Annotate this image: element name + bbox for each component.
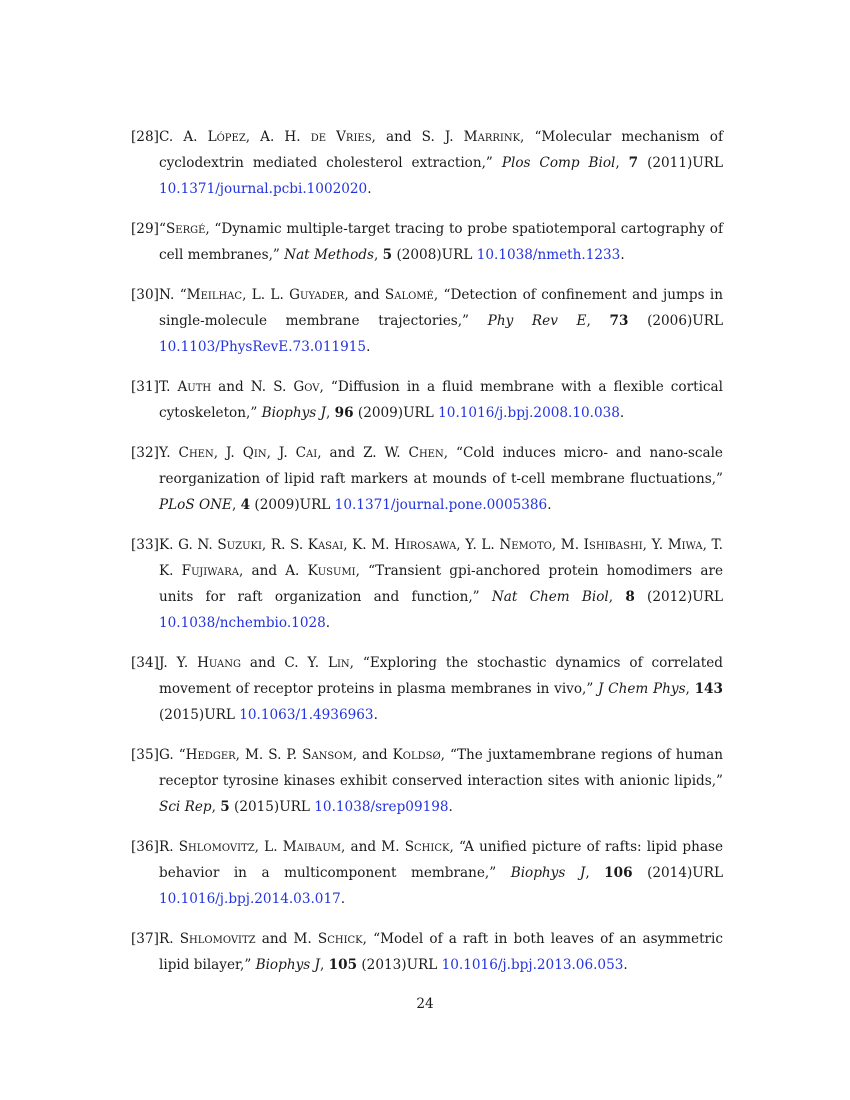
reference-text-run: , J. [213,445,243,461]
reference-text-run: . [366,339,371,355]
reference-text-run: , Y. L. [456,537,500,553]
reference-item [131,834,723,912]
reference-text [159,445,723,513]
reference-text-run: . [619,405,625,421]
author-surname: Sergé [165,221,206,237]
reference-text-run: R. [159,931,180,947]
page-number: 24 [416,996,434,1012]
reference-text-run: C. A. [159,129,208,145]
reference-text-run: , “Transient gpi-anchored protein homodimers are units for raft organization and function,” [159,563,723,605]
reference-number: [37] [131,931,159,947]
reference-text-run: , “Exploring the stochastic dynamics of correlated movement of receptor proteins in plasma membranes in vivo,” [159,655,723,697]
reference-number: [28] [131,129,159,145]
reference-text-run: “ [159,221,166,237]
reference-text-run: (2012)URL [634,589,723,605]
reference-number: [30] [131,287,159,303]
reference-text-run: G. “ [159,747,186,763]
reference-text-run: (2008)URL [392,247,477,263]
volume-number: 7 [628,155,639,171]
reference-number: [34] [131,655,159,671]
reference-text-run: , [585,865,605,881]
author-surname: Gov [293,379,320,395]
reference-text-run: , [320,957,329,973]
volume-number: 143 [694,681,723,697]
journal-name: Biophys J [510,865,586,881]
reference-text-run: . [448,799,453,815]
author-surname: Huang [197,655,241,671]
reference-text-run: , [685,681,695,697]
reference-text-run: K. G. N. [159,537,218,553]
reference-text-run: , and S. J. [371,129,464,145]
reference-text-run: , [615,155,629,171]
reference-text-run: , [326,405,335,421]
author-surname: Fujiwara [181,563,239,579]
reference-text-run: , L. [254,839,283,855]
author-surname: Marrink [463,129,521,145]
journal-name: Plos Comp Biol [501,155,616,171]
reference-text-run: , and [352,747,393,763]
reference-text-run: , and [344,287,385,303]
reference-item [131,926,723,978]
reference-text-run: (2015)URL [229,799,315,815]
reference-text-run: (2013)URL [357,957,442,973]
author-surname: Shlomovitz [178,839,255,855]
reference-text-run: , L. L. [242,287,290,303]
author-surname: Maibaum [282,839,342,855]
author-surname: Sansom [302,747,353,763]
reference-text-run: (2009)URL [250,497,335,513]
reference-text-run: J. Y. [159,655,198,671]
reference-text-run: and N. S. [211,379,294,395]
reference-list [131,124,723,992]
reference-text-run: , J. [266,445,296,461]
reference-text [159,839,723,907]
reference-text-run: . [373,707,378,723]
reference-text-run: , M. S. P. [235,747,303,763]
author-surname: Cai [295,445,318,461]
volume-number: 106 [604,865,633,881]
reference-text-run: (2006)URL [628,313,723,329]
reference-text-run: Y. [159,445,179,461]
reference-item [131,532,723,636]
reference-item [131,124,723,202]
reference-text-run: , [608,589,626,605]
reference-text-run: . [340,891,346,907]
author-surname: de Vries [310,129,372,145]
reference-text-run: . [547,497,552,513]
reference-text-run: (2014)URL [632,865,723,881]
reference-text-run: . [620,247,625,263]
reference-text-run: , T. K. [159,537,723,579]
journal-name: Nat Chem Biol [491,589,609,605]
reference-text [159,747,723,815]
doi-link[interactable]: 10.1371/journal.pcbi.1002020 [159,181,368,197]
author-surname: Chen [178,445,214,461]
reference-text-run: , Y. [642,537,668,553]
reference-item [131,650,723,728]
author-surname: Salomé [384,287,434,303]
reference-text-run: (2009)URL [353,405,439,421]
doi-link[interactable]: 10.1038/nchembio.1028 [159,615,326,631]
reference-number: [32] [131,445,159,461]
journal-name: Phy Rev E [487,313,587,329]
journal-name: PLoS ONE [159,497,232,513]
reference-number: [36] [131,839,159,855]
reference-text [159,537,723,631]
reference-text-run: , [231,497,241,513]
doi-link[interactable]: 10.1038/nmeth.1233 [476,247,621,263]
reference-text [159,655,723,723]
reference-text-run: , and M. [341,839,405,855]
volume-number: 5 [220,799,230,815]
author-surname: Kasai [307,537,344,553]
volume-number: 8 [625,589,635,605]
reference-text-run: , “Model of a raft in both leaves of an asymmetric lipid bilayer,” [159,931,723,973]
reference-text-run: N. “ [159,287,187,303]
reference-item [131,282,723,360]
reference-item [131,742,723,820]
reference-text-run: , “Detection of confinement and jumps in single-molecule membrane trajectories,” [159,287,724,329]
reference-text-run: , “The juxtamembrane regions of human receptor tyrosine kinases exhibit conserved interaction sites with anionic lipids,” [159,747,723,789]
volume-number: 5 [382,247,393,263]
reference-text-run: , “Diffusion in a fluid membrane with a flexible cortical cytoskeleton,” [159,379,723,421]
reference-item [131,440,723,518]
author-surname: López [207,129,246,145]
reference-text-run: , “A unified picture of rafts: lipid phase behavior in a multicomponent membrane,” [159,839,724,881]
author-surname: Auth [177,379,212,395]
reference-text-run: , M. [551,537,584,553]
reference-text [159,287,723,355]
doi-link[interactable]: 10.1016/j.bpj.2008.10.038 [438,405,620,421]
reference-text-run: , A. H. [245,129,311,145]
volume-number: 96 [334,405,354,421]
author-surname: Guyader [289,287,345,303]
author-surname: Meilhac [186,287,243,303]
author-surname: Hirosawa [394,537,457,553]
author-surname: Hedger [185,747,236,763]
reference-text-run: R. [159,839,179,855]
reference-item [131,374,723,426]
doi-link[interactable]: 10.1063/1.4936963 [239,707,374,723]
reference-text-run: , “Molecular mechanism of cyclodextrin mediated cholesterol extraction,” [159,129,723,171]
reference-text-run: (2015)URL [159,707,240,723]
doi-link[interactable]: 10.1016/j.bpj.2013.06.053 [441,957,624,973]
reference-text-run: (2011)URL [638,155,723,171]
volume-number: 73 [609,313,629,329]
reference-text [159,129,723,197]
doi-link[interactable]: 10.1038/srep09198 [314,799,449,815]
reference-item [131,216,723,268]
reference-number: [35] [131,747,159,763]
reference-text-run: , R. S. [261,537,308,553]
journal-name: Biophys J [261,405,326,421]
reference-text-run: , and A. [238,563,308,579]
author-surname: Nemoto [499,537,552,553]
author-surname: Chen [408,445,444,461]
volume-number: 4 [240,497,251,513]
author-surname: Qin [242,445,267,461]
author-surname: Shlomovitz [179,931,256,947]
doi-link[interactable]: 10.1371/journal.pone.0005386 [334,497,548,513]
journal-name: Nat Methods [284,247,374,263]
author-surname: Suzuki [217,537,262,553]
reference-number: [29] [131,221,159,237]
author-surname: Koldsø [392,747,441,763]
reference-text [159,221,723,263]
author-surname: Lin [327,655,350,671]
reference-text-run: . [623,957,628,973]
journal-name: J Chem Phys [598,681,686,697]
author-surname: Miwa [667,537,703,553]
reference-text-run: and C. Y. [241,655,328,671]
doi-link[interactable]: 10.1016/j.bpj.2014.03.017 [159,891,341,907]
reference-text-run: , “Dynamic multiple-target tracing to probe spatiotemporal cartography of cell membranes,” [159,221,723,263]
reference-text-run: , K. M. [343,537,395,553]
reference-number: [31] [131,379,159,395]
reference-text-run: , [586,313,610,329]
reference-text [159,931,723,973]
reference-text-run: . [325,615,331,631]
reference-text-run: , “Cold induces micro- and nano-scale reorganization of lipid raft markers at mounds of t-cell membrane fluctuations,” [159,445,723,487]
reference-text-run: and M. [255,931,318,947]
author-surname: Schick [317,931,363,947]
reference-text-run: , [374,247,383,263]
reference-text-run: . [367,181,372,197]
doi-link[interactable]: 10.1103/PhysRevE.73.011915 [159,339,367,355]
journal-name: Biophys J [255,957,320,973]
author-surname: Schick [404,839,450,855]
reference-text [159,379,723,421]
author-surname: Kusumi [307,563,356,579]
reference-text-run: , [211,799,221,815]
author-surname: Ishibashi [583,537,643,553]
reference-text-run: , and Z. W. [317,445,409,461]
reference-text-run: T. [159,379,178,395]
volume-number: 105 [328,957,358,973]
journal-name: Sci Rep [159,799,212,815]
reference-number: [33] [131,537,159,553]
